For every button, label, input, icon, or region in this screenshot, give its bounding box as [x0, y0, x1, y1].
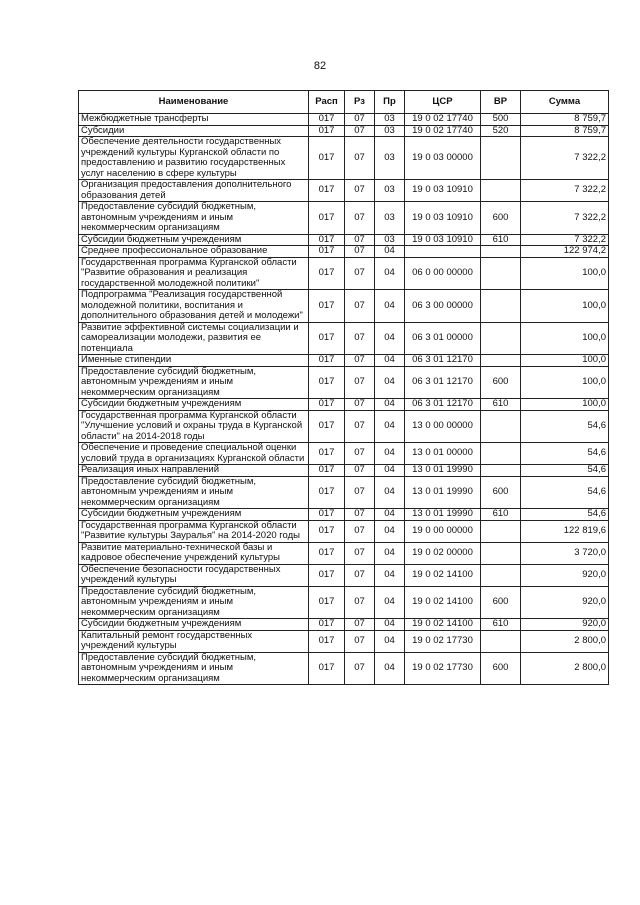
cell-rasp: 017 [309, 355, 345, 367]
cell-sum: 7 322,2 [521, 137, 609, 180]
cell-sum: 100,0 [521, 355, 609, 367]
cell-rz: 07 [345, 652, 375, 685]
cell-name: Субсидии [79, 125, 309, 137]
cell-name: Капитальный ремонт государственных учреждений культуры [79, 630, 309, 652]
cell-name: Обеспечение и проведение специальной оценки условий труда в организациях Курганской области [79, 443, 309, 465]
budget-table [78, 90, 609, 685]
cell-vr [481, 630, 521, 652]
cell-pr: 04 [375, 586, 405, 619]
cell-pr: 04 [375, 443, 405, 465]
cell-name: Государственная программа Курганской области "Развитие культуры Зауралья" на 2014-2020 годы [79, 520, 309, 542]
cell-vr [481, 137, 521, 180]
cell-vr [481, 443, 521, 465]
cell-name: Реализация иных направлений [79, 465, 309, 477]
cell-sum: 100,0 [521, 322, 609, 355]
cell-rz: 07 [345, 509, 375, 521]
cell-pr: 03 [375, 202, 405, 235]
cell-rasp: 017 [309, 114, 345, 126]
cell-name: Предоставление субсидий бюджетным, автономным учреждениям и иным некоммерческим организациям [79, 586, 309, 619]
cell-name: Межбюджетные трансферты [79, 114, 309, 126]
cell-rasp: 017 [309, 652, 345, 685]
cell-rasp: 017 [309, 476, 345, 509]
cell-csr: 19 0 02 14100 [405, 619, 481, 631]
cell-pr: 04 [375, 476, 405, 509]
cell-pr: 04 [375, 542, 405, 564]
cell-rasp: 017 [309, 465, 345, 477]
cell-rz: 07 [345, 246, 375, 258]
cell-rasp: 017 [309, 619, 345, 631]
cell-vr [481, 257, 521, 290]
cell-vr [481, 322, 521, 355]
cell-name: Организация предоставления дополнительного образования детей [79, 180, 309, 202]
cell-sum: 100,0 [521, 290, 609, 323]
cell-rz: 07 [345, 322, 375, 355]
table-row [79, 509, 609, 521]
cell-rasp: 017 [309, 234, 345, 246]
cell-vr: 600 [481, 476, 521, 509]
table-row [79, 355, 609, 367]
table-row [79, 137, 609, 180]
cell-name: Государственная программа Курганской области "Улучшение условий и охраны труда в Курганской области" на 2014-2018 годы [79, 410, 309, 443]
header-rasp: Расп [309, 91, 345, 114]
cell-csr: 19 0 03 10910 [405, 234, 481, 246]
table-row [79, 125, 609, 137]
cell-rasp: 017 [309, 586, 345, 619]
cell-sum: 100,0 [521, 366, 609, 399]
cell-vr [481, 355, 521, 367]
cell-csr: 19 0 03 00000 [405, 137, 481, 180]
cell-pr: 03 [375, 125, 405, 137]
header-rz: Рз [345, 91, 375, 114]
table-header [79, 91, 609, 114]
table-row [79, 652, 609, 685]
cell-rasp: 017 [309, 180, 345, 202]
table-row [79, 564, 609, 586]
cell-name: Предоставление субсидий бюджетным, автономным учреждениям и иным некоммерческим организациям [79, 476, 309, 509]
table-row [79, 399, 609, 411]
cell-name: Обеспечение безопасности государственных учреждений культуры [79, 564, 309, 586]
cell-rz: 07 [345, 137, 375, 180]
cell-csr: 06 3 01 00000 [405, 322, 481, 355]
cell-sum: 122 974,2 [521, 246, 609, 258]
cell-csr: 06 3 01 12170 [405, 399, 481, 411]
cell-rasp: 017 [309, 125, 345, 137]
cell-sum: 100,0 [521, 257, 609, 290]
table-body [79, 114, 609, 685]
table-row [79, 476, 609, 509]
header-sum: Сумма [521, 91, 609, 114]
cell-rasp: 017 [309, 630, 345, 652]
cell-sum: 7 322,2 [521, 234, 609, 246]
cell-csr: 06 3 01 12170 [405, 355, 481, 367]
cell-sum: 100,0 [521, 399, 609, 411]
cell-sum: 122 819,6 [521, 520, 609, 542]
cell-rasp: 017 [309, 520, 345, 542]
cell-rz: 07 [345, 399, 375, 411]
table-row [79, 180, 609, 202]
cell-name: Субсидии бюджетным учреждениям [79, 399, 309, 411]
cell-pr: 04 [375, 630, 405, 652]
cell-pr: 04 [375, 355, 405, 367]
cell-vr [481, 465, 521, 477]
cell-pr: 04 [375, 246, 405, 258]
cell-pr: 04 [375, 619, 405, 631]
table-row [79, 257, 609, 290]
cell-rasp: 017 [309, 322, 345, 355]
cell-rz: 07 [345, 630, 375, 652]
cell-csr: 19 0 02 17740 [405, 125, 481, 137]
cell-vr [481, 542, 521, 564]
cell-name: Развитие материально-технической базы и кадровое обеспечение учреждений культуры [79, 542, 309, 564]
cell-rz: 07 [345, 410, 375, 443]
cell-rasp: 017 [309, 399, 345, 411]
cell-rz: 07 [345, 443, 375, 465]
cell-name: Предоставление субсидий бюджетным, автономным учреждениям и иным некоммерческим организациям [79, 202, 309, 235]
cell-rasp: 017 [309, 542, 345, 564]
cell-vr: 600 [481, 202, 521, 235]
table-row [79, 290, 609, 323]
cell-sum: 920,0 [521, 619, 609, 631]
cell-vr: 610 [481, 619, 521, 631]
cell-csr: 13 0 01 00000 [405, 443, 481, 465]
cell-pr: 04 [375, 410, 405, 443]
cell-name: Именные стипендии [79, 355, 309, 367]
cell-csr: 19 0 03 10910 [405, 202, 481, 235]
table-row [79, 114, 609, 126]
cell-csr: 19 0 02 17740 [405, 114, 481, 126]
cell-vr [481, 520, 521, 542]
cell-csr: 19 0 02 14100 [405, 586, 481, 619]
cell-csr: 06 0 00 00000 [405, 257, 481, 290]
cell-sum: 7 322,2 [521, 202, 609, 235]
table-row [79, 246, 609, 258]
cell-pr: 04 [375, 652, 405, 685]
cell-pr: 03 [375, 234, 405, 246]
cell-pr: 04 [375, 509, 405, 521]
cell-pr: 04 [375, 399, 405, 411]
cell-name: Развитие эффективной системы социализации и самореализации молодежи, развития ее потенциала [79, 322, 309, 355]
header-pr: Пр [375, 91, 405, 114]
cell-name: Подпрограмма "Реализация государственной молодежной политики, воспитания и дополнительного образования детей и молодежи" [79, 290, 309, 323]
cell-csr: 19 0 02 00000 [405, 542, 481, 564]
cell-sum: 2 800,0 [521, 652, 609, 685]
table-row [79, 443, 609, 465]
cell-vr [481, 564, 521, 586]
cell-rz: 07 [345, 202, 375, 235]
table-row [79, 542, 609, 564]
cell-csr: 06 3 00 00000 [405, 290, 481, 323]
cell-csr: 19 0 02 14100 [405, 564, 481, 586]
table-row [79, 586, 609, 619]
cell-sum: 920,0 [521, 564, 609, 586]
cell-pr: 03 [375, 114, 405, 126]
cell-pr: 04 [375, 290, 405, 323]
cell-pr: 04 [375, 465, 405, 477]
cell-name: Субсидии бюджетным учреждениям [79, 234, 309, 246]
cell-name: Обеспечение деятельности государственных учреждений культуры Курганской области по предоставлению и развитию государственных услуг населению в сфере культуры [79, 137, 309, 180]
table-row [79, 202, 609, 235]
cell-rz: 07 [345, 366, 375, 399]
table-row [79, 366, 609, 399]
cell-rz: 07 [345, 290, 375, 323]
cell-rz: 07 [345, 355, 375, 367]
table-row [79, 630, 609, 652]
header-vr: ВР [481, 91, 521, 114]
cell-vr: 600 [481, 652, 521, 685]
cell-rz: 07 [345, 465, 375, 477]
cell-sum: 54,6 [521, 509, 609, 521]
cell-csr: 19 0 02 17730 [405, 630, 481, 652]
cell-rasp: 017 [309, 443, 345, 465]
cell-rz: 07 [345, 564, 375, 586]
cell-sum: 920,0 [521, 586, 609, 619]
cell-rz: 07 [345, 520, 375, 542]
cell-csr: 13 0 01 19990 [405, 476, 481, 509]
cell-vr [481, 290, 521, 323]
cell-vr: 600 [481, 366, 521, 399]
cell-rz: 07 [345, 619, 375, 631]
cell-rasp: 017 [309, 202, 345, 235]
cell-csr: 13 0 00 00000 [405, 410, 481, 443]
cell-rasp: 017 [309, 509, 345, 521]
cell-sum: 54,6 [521, 476, 609, 509]
cell-csr: 19 0 02 17730 [405, 652, 481, 685]
cell-rz: 07 [345, 234, 375, 246]
cell-sum: 54,6 [521, 410, 609, 443]
cell-pr: 03 [375, 180, 405, 202]
cell-name: Предоставление субсидий бюджетным, автономным учреждениям и иным некоммерческим организациям [79, 652, 309, 685]
cell-rasp: 017 [309, 366, 345, 399]
cell-csr [405, 246, 481, 258]
cell-rasp: 017 [309, 410, 345, 443]
cell-name: Государственная программа Курганской области "Развитие образования и реализация государственной молодежной политики" [79, 257, 309, 290]
cell-sum: 8 759,7 [521, 114, 609, 126]
cell-vr [481, 180, 521, 202]
cell-rasp: 017 [309, 564, 345, 586]
cell-name: Субсидии бюджетным учреждениям [79, 619, 309, 631]
cell-sum: 54,6 [521, 443, 609, 465]
cell-name: Предоставление субсидий бюджетным, автономным учреждениям и иным некоммерческим организациям [79, 366, 309, 399]
cell-rz: 07 [345, 257, 375, 290]
cell-pr: 04 [375, 564, 405, 586]
cell-rz: 07 [345, 476, 375, 509]
cell-csr: 13 0 01 19990 [405, 509, 481, 521]
cell-pr: 04 [375, 366, 405, 399]
cell-vr: 520 [481, 125, 521, 137]
cell-sum: 54,6 [521, 465, 609, 477]
table-row [79, 410, 609, 443]
table-row [79, 465, 609, 477]
cell-rasp: 017 [309, 257, 345, 290]
cell-name: Среднее профессиональное образование [79, 246, 309, 258]
cell-csr: 19 0 00 00000 [405, 520, 481, 542]
cell-name: Субсидии бюджетным учреждениям [79, 509, 309, 521]
cell-rz: 07 [345, 542, 375, 564]
page-number: 82 [313, 60, 327, 72]
cell-pr: 03 [375, 137, 405, 180]
cell-pr: 04 [375, 520, 405, 542]
cell-rz: 07 [345, 125, 375, 137]
cell-pr: 04 [375, 257, 405, 290]
cell-sum: 3 720,0 [521, 542, 609, 564]
cell-csr: 06 3 01 12170 [405, 366, 481, 399]
header-name: Наименование [79, 91, 309, 114]
cell-rasp: 017 [309, 290, 345, 323]
header-csr: ЦСР [405, 91, 481, 114]
table-row [79, 322, 609, 355]
cell-vr [481, 410, 521, 443]
table-row [79, 520, 609, 542]
cell-vr: 610 [481, 399, 521, 411]
cell-sum: 2 800,0 [521, 630, 609, 652]
cell-csr: 19 0 03 10910 [405, 180, 481, 202]
cell-rz: 07 [345, 586, 375, 619]
cell-rasp: 017 [309, 137, 345, 180]
cell-vr: 500 [481, 114, 521, 126]
cell-sum: 7 322,2 [521, 180, 609, 202]
table-row [79, 234, 609, 246]
cell-pr: 04 [375, 322, 405, 355]
cell-csr: 13 0 01 19990 [405, 465, 481, 477]
cell-rz: 07 [345, 180, 375, 202]
cell-vr [481, 246, 521, 258]
table-row [79, 619, 609, 631]
cell-vr: 610 [481, 234, 521, 246]
cell-rasp: 017 [309, 246, 345, 258]
cell-sum: 8 759,7 [521, 125, 609, 137]
cell-rz: 07 [345, 114, 375, 126]
cell-vr: 610 [481, 509, 521, 521]
cell-vr: 600 [481, 586, 521, 619]
